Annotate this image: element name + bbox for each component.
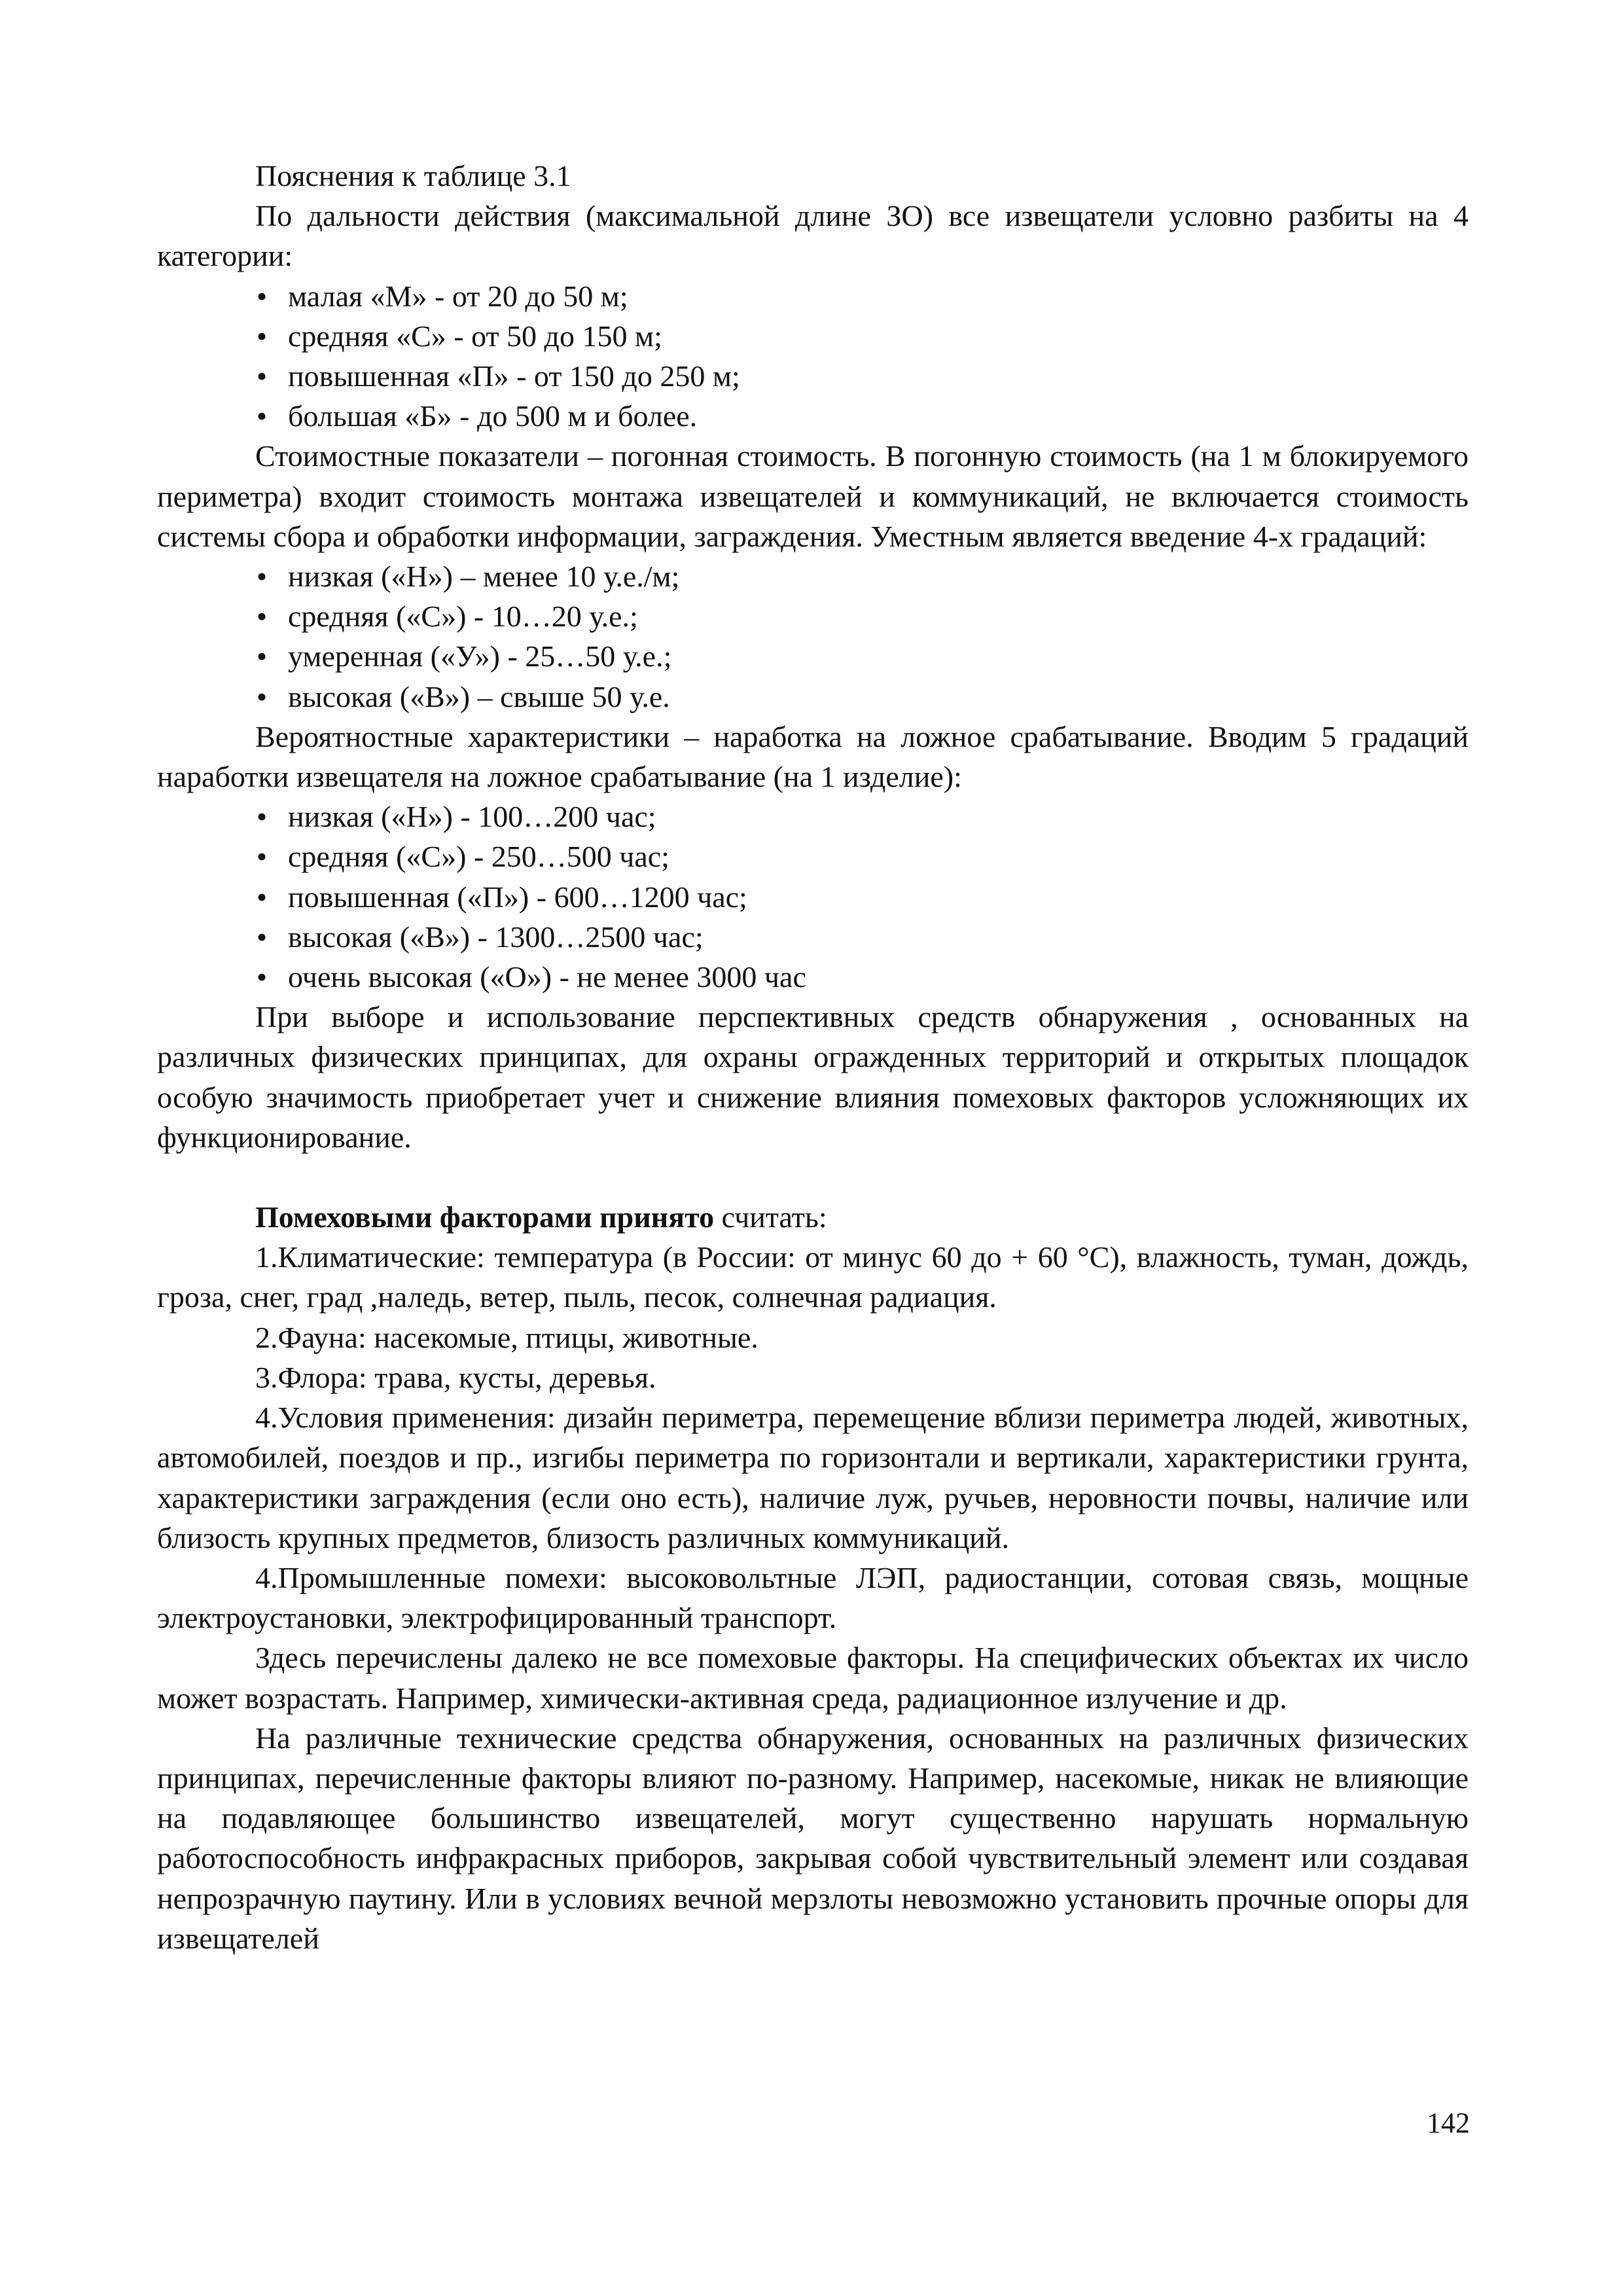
- list-item: • малая «М» - от 20 до 50 м;: [157, 276, 1469, 316]
- table-notes-heading: Пояснения к таблице 3.1: [255, 159, 571, 192]
- cost-intro: Стоимостные показатели – погонная стоимость. В погонную стоимость (на 1 м блокируемого периметра) входит стоимость монтажа извещателей и коммуникаций, не включается стоимость системы сбора и обработки информации, заграждения. Уместным является введение 4-х градаций:: [157, 439, 1469, 553]
- list-item: • средняя («С») - 250…500 час;: [157, 836, 1469, 876]
- list-item: • низкая («Н») - 100…200 час;: [157, 797, 1469, 836]
- range-intro: По дальности действия (максимальной длине ЗО) все извещатели условно разбиты на 4 категории:: [157, 199, 1469, 273]
- final-paragraph: На различные технические средства обнаружения, основанных на различных физических принципах, перечисленные факторы влияют по-разному. Например, насекомые, никак не влияющие на подавляющее большинство извещателей, могут существенно нарушать нормальную работоспособность инфракрасных приборов, закрывая собой чувствительный элемент или создавая непрозрачную паутину. Или в условиях вечной мерзлоты невозможно установить прочные опоры для извещателей: [157, 1721, 1469, 1955]
- choice-paragraph: При выборе и использование перспективных средств обнаружения , основанных на различных физических принципах, для охраны огражденных территорий и открытых площадок особую значимость приобретает учет и снижение влияния помеховых факторов усложняющих их функционирование.: [157, 1000, 1469, 1154]
- factors-heading-rest: считать:: [714, 1200, 827, 1234]
- factor-climatic: 1.Климатические: температура (в России: от минус 60 до + 60 °С), влажность, туман, дождь, гроза, снег, град ,наледь, ветер, пыль, песок, солнечная радиация.: [157, 1240, 1469, 1314]
- cost-list: [157, 556, 1469, 717]
- page-body: [157, 156, 1469, 1958]
- list-item: • высокая («В») - 1300…2500 час;: [157, 917, 1469, 957]
- factor-industrial: 4.Промышленные помехи: высоковольтные ЛЭП, радиостанции, сотовая связь, мощные электроустановки, электрофицированный транспорт.: [157, 1560, 1469, 1635]
- list-item: • умеренная («У») - 25…50 у.е.;: [157, 636, 1469, 676]
- range-list: [157, 276, 1469, 437]
- list-item: • повышенная «П» - от 150 до 250 м;: [157, 356, 1469, 396]
- list-item: • большая «Б» - до 500 м и более.: [157, 396, 1469, 436]
- probability-list: [157, 797, 1469, 997]
- list-item: • высокая («В») – свыше 50 у.е.: [157, 677, 1469, 717]
- list-item: • повышенная («П») - 600…1200 час;: [157, 877, 1469, 917]
- list-item: • очень высокая («О») - не менее 3000 час: [157, 957, 1469, 997]
- factor-flora: 3.Флора: трава, кусты, деревья.: [255, 1360, 656, 1394]
- note-paragraph: Здесь перечислены далеко не все помеховые факторы. На специфических объектах их число может возрастать. Например, химически-активная среда, радиационное излучение и др.: [157, 1641, 1469, 1715]
- paragraph-gap: [157, 1157, 1469, 1197]
- list-item: • низкая («Н») – менее 10 у.е./м;: [157, 556, 1469, 596]
- page-number: 142: [1427, 2107, 1470, 2139]
- list-item: • средняя «С» - от 50 до 150 м;: [157, 316, 1469, 356]
- probability-intro: Вероятностные характеристики – наработка на ложное срабатывание. Вводим 5 градаций наработки извещателя на ложное срабатывание (на 1 изделие):: [157, 719, 1469, 794]
- factor-fauna: 2.Фауна: насекомые, птицы, животные.: [255, 1320, 758, 1354]
- factor-conditions: 4.Условия применения: дизайн периметра, перемещение вблизи периметра людей, животных, автомобилей, поездов и пр., изгибы периметра по горизонтали и вертикали, характеристики грунта, характеристики заграждения (если оно есть), наличие луж, ручьев, неровности почвы, наличие или близость крупных предметов, близость различных коммуникаций.: [157, 1401, 1469, 1554]
- factors-heading-bold: Помеховыми факторами принято: [255, 1200, 715, 1234]
- factors-heading: [157, 1197, 1469, 1237]
- list-item: • средняя («С») - 10…20 у.е.;: [157, 596, 1469, 636]
